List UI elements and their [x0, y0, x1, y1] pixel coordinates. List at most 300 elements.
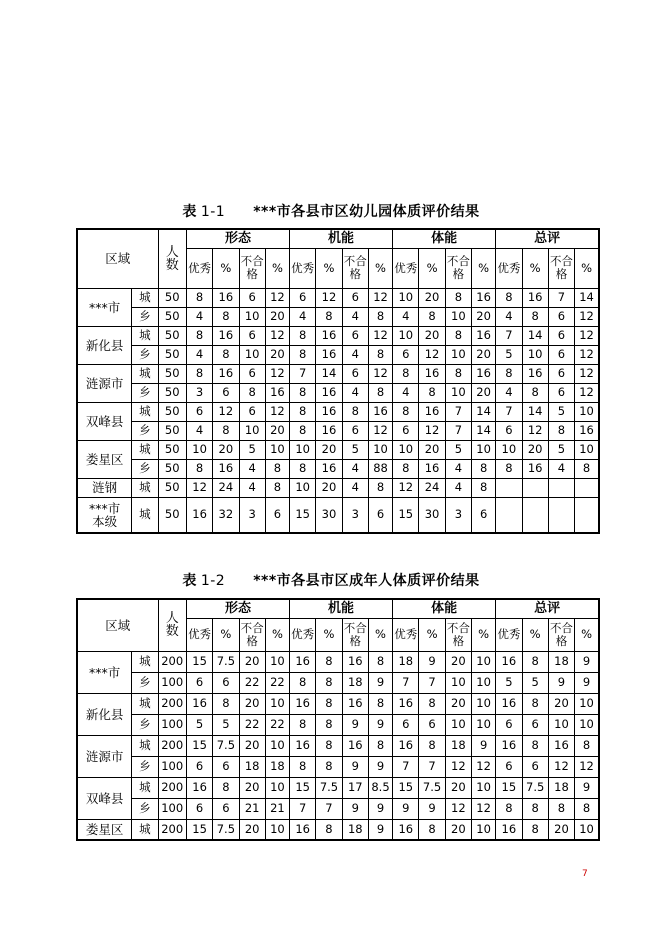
data-cell: 16	[186, 497, 212, 533]
data-cell: 16	[213, 459, 239, 478]
data-cell: 8	[368, 383, 392, 402]
caption-label: 表	[182, 573, 197, 589]
subheader-fail-line1: 不合	[343, 254, 367, 268]
subheader-fail-line2: 格	[246, 633, 258, 648]
subheader-excellent: 优秀	[496, 248, 522, 288]
subheader-fail-line1: 不合	[240, 254, 264, 268]
data-cell: 12	[548, 756, 574, 777]
data-cell: 8	[496, 459, 522, 478]
table-row	[77, 714, 599, 735]
data-cell: 16	[419, 459, 445, 478]
data-cell: 6	[522, 756, 548, 777]
data-cell: 6	[239, 402, 265, 421]
data-cell: 5	[522, 672, 548, 693]
data-cell: 15	[186, 651, 212, 672]
data-cell: 9	[575, 651, 599, 672]
data-cell: 8	[316, 307, 342, 326]
data-cell: 16	[496, 651, 522, 672]
data-cell: 16	[316, 459, 342, 478]
header-group-tineng: 体能	[393, 229, 496, 248]
data-cell: 32	[213, 497, 239, 533]
region-name: 娄星区	[77, 819, 132, 840]
data-cell: 6	[213, 756, 239, 777]
table-row	[77, 459, 599, 478]
data-cell: 12	[445, 798, 471, 819]
data-cell: 8	[575, 459, 599, 478]
data-cell: 8	[472, 478, 496, 497]
data-cell: 12	[368, 326, 392, 345]
area-rural: 乡	[132, 756, 158, 777]
data-cell: 9	[342, 756, 368, 777]
data-cell: 16	[419, 364, 445, 383]
data-cell: 8	[445, 364, 471, 383]
data-cell: 6	[239, 364, 265, 383]
data-cell: 16	[290, 651, 316, 672]
data-cell: 50	[158, 345, 186, 364]
region-name-line2: 本级	[92, 513, 118, 529]
data-cell: 9	[368, 756, 392, 777]
data-cell: 8	[290, 714, 316, 735]
region-name: 双峰县	[77, 402, 132, 440]
data-cell: 16	[342, 693, 368, 714]
data-cell: 8	[419, 819, 445, 840]
data-cell: 8	[548, 421, 574, 440]
data-cell: 6	[548, 364, 574, 383]
data-cell: 20	[472, 345, 496, 364]
data-cell: 12	[575, 345, 599, 364]
subheader-fail-line2: 格	[452, 633, 465, 648]
data-cell: 6	[548, 345, 574, 364]
data-cell: 10	[445, 307, 471, 326]
data-cell: 16	[472, 364, 496, 383]
area-rural: 乡	[132, 672, 158, 693]
data-cell: 8	[316, 819, 342, 840]
header-region: 区域	[77, 599, 158, 651]
data-cell: 5	[496, 345, 522, 364]
data-cell: 8	[393, 364, 419, 383]
data-cell: 20	[548, 693, 574, 714]
table-row	[77, 288, 599, 307]
data-cell: 5	[186, 714, 212, 735]
data-cell: 3	[239, 497, 265, 533]
data-cell: 12	[575, 364, 599, 383]
data-cell: 7.5	[213, 735, 239, 756]
subheader-percent: %	[368, 618, 392, 651]
data-cell: 9	[368, 714, 392, 735]
subheader-excellent: 优秀	[186, 248, 212, 288]
data-cell: 5	[342, 440, 368, 459]
table-row	[77, 402, 599, 421]
data-cell: 4	[393, 383, 419, 402]
data-cell: 8	[316, 756, 342, 777]
data-cell: 100	[158, 798, 186, 819]
data-cell: 7	[290, 798, 316, 819]
subheader-percent: %	[213, 248, 239, 288]
data-cell: 16	[342, 651, 368, 672]
data-cell: 12	[575, 307, 599, 326]
data-cell: 50	[158, 440, 186, 459]
data-cell: 10	[445, 345, 471, 364]
data-cell: 8	[342, 402, 368, 421]
data-cell: 20	[239, 651, 265, 672]
data-cell: 16	[213, 364, 239, 383]
area-rural: 乡	[132, 383, 158, 402]
data-cell: 12	[265, 326, 289, 345]
data-cell: 12	[393, 478, 419, 497]
data-cell: 10	[445, 672, 471, 693]
subheader-percent: %	[213, 618, 239, 651]
data-cell: 6	[186, 798, 212, 819]
data-cell: 10	[265, 777, 289, 798]
data-cell: 9	[368, 672, 392, 693]
region-name: 新化县	[77, 693, 132, 735]
data-cell: 18	[239, 756, 265, 777]
data-cell: 7.5	[316, 777, 342, 798]
data-cell: 9	[575, 672, 599, 693]
subheader-percent: %	[316, 248, 342, 288]
data-cell: 6	[419, 714, 445, 735]
data-cell: 8	[419, 307, 445, 326]
data-cell: 50	[158, 288, 186, 307]
data-cell: 8	[316, 693, 342, 714]
header-count: 人 数	[158, 229, 186, 288]
data-cell: 6	[548, 326, 574, 345]
data-cell: 12	[265, 364, 289, 383]
data-cell: 4	[548, 459, 574, 478]
data-cell: 8	[419, 735, 445, 756]
data-cell: 6	[393, 345, 419, 364]
subheader-percent: %	[472, 248, 496, 288]
data-cell: 8	[290, 672, 316, 693]
data-cell: 8.5	[368, 777, 392, 798]
data-cell: 200	[158, 819, 186, 840]
data-cell: 10	[265, 735, 289, 756]
data-cell: 7	[445, 421, 471, 440]
data-cell: 5	[496, 672, 522, 693]
subheader-excellent: 优秀	[393, 618, 419, 651]
data-cell: 6	[496, 421, 522, 440]
data-cell: 6	[342, 326, 368, 345]
data-cell: 12	[368, 364, 392, 383]
data-cell: 12	[316, 288, 342, 307]
data-cell: 4	[186, 307, 212, 326]
data-cell: 15	[393, 497, 419, 533]
data-cell: 4	[342, 459, 368, 478]
header-group-zongping: 总评	[496, 599, 599, 618]
data-cell: 9	[393, 798, 419, 819]
data-cell: 18	[342, 672, 368, 693]
table-row	[77, 651, 599, 672]
data-cell: 8	[393, 402, 419, 421]
data-cell: 8	[290, 326, 316, 345]
data-cell	[575, 478, 599, 497]
data-cell: 8	[213, 307, 239, 326]
area-rural: 乡	[132, 798, 158, 819]
area-city: 城	[132, 478, 158, 497]
data-cell: 8	[368, 735, 392, 756]
table1-caption	[0, 201, 662, 221]
region-name: ***市	[77, 288, 132, 326]
data-cell: 100	[158, 756, 186, 777]
data-cell: 9	[368, 819, 392, 840]
data-cell: 16	[186, 777, 212, 798]
data-cell: 20	[239, 777, 265, 798]
data-cell: 10	[575, 440, 599, 459]
data-cell: 4	[186, 421, 212, 440]
data-cell: 20	[213, 440, 239, 459]
data-cell: 14	[316, 364, 342, 383]
data-cell: 10	[368, 440, 392, 459]
data-cell: 9	[342, 798, 368, 819]
data-cell: 20	[419, 326, 445, 345]
data-cell: 20	[472, 383, 496, 402]
header-group-zongping: 总评	[496, 229, 599, 248]
data-cell	[548, 497, 574, 533]
subheader-fail-line2: 格	[246, 267, 258, 281]
table-row	[77, 497, 599, 533]
subheader-fail	[548, 248, 574, 288]
data-cell: 9	[419, 651, 445, 672]
data-cell: 10	[472, 672, 496, 693]
data-cell: 8	[445, 288, 471, 307]
data-cell: 4	[445, 478, 471, 497]
subheader-fail	[342, 248, 368, 288]
data-cell: 4	[342, 478, 368, 497]
subheader-fail	[548, 618, 574, 651]
data-cell: 15	[290, 777, 316, 798]
data-cell: 16	[290, 819, 316, 840]
data-cell: 6	[290, 288, 316, 307]
subheader-excellent: 优秀	[393, 248, 419, 288]
data-cell: 50	[158, 497, 186, 533]
region-name: ***市	[77, 651, 132, 693]
subheader-percent: %	[472, 618, 496, 651]
table-row	[77, 478, 599, 497]
data-cell: 8	[316, 651, 342, 672]
data-cell: 8	[316, 735, 342, 756]
subheader-fail-line1: 不合	[549, 620, 573, 635]
header-group-xingtai: 形态	[186, 599, 289, 618]
data-cell: 6	[186, 756, 212, 777]
data-cell: 20	[265, 421, 289, 440]
data-cell: 8	[575, 798, 599, 819]
header-count: 人 数	[158, 599, 186, 651]
data-cell: 10	[239, 307, 265, 326]
page-number: 7	[582, 869, 588, 879]
data-cell: 8	[368, 307, 392, 326]
data-cell: 5	[548, 440, 574, 459]
data-cell: 12	[575, 756, 599, 777]
table-row	[77, 672, 599, 693]
data-cell: 15	[186, 735, 212, 756]
data-cell: 12	[186, 478, 212, 497]
data-cell: 15	[393, 777, 419, 798]
data-cell: 4	[239, 478, 265, 497]
area-rural: 乡	[132, 714, 158, 735]
data-cell: 9	[342, 714, 368, 735]
data-cell: 9	[575, 777, 599, 798]
data-cell: 6	[522, 714, 548, 735]
data-cell: 9	[419, 798, 445, 819]
data-cell: 20	[419, 440, 445, 459]
subheader-percent: %	[316, 618, 342, 651]
data-cell: 16	[419, 402, 445, 421]
data-cell: 16	[316, 421, 342, 440]
subheader-fail-line2: 格	[349, 267, 361, 281]
data-cell: 24	[419, 478, 445, 497]
area-city: 城	[132, 288, 158, 307]
data-cell: 14	[522, 402, 548, 421]
data-cell: 8	[290, 402, 316, 421]
region-name: 新化县	[77, 326, 132, 364]
data-cell: 10	[265, 651, 289, 672]
caption-title: ***市各县市区幼儿园体质评价结果	[253, 204, 480, 220]
header-group-tineng: 体能	[393, 599, 496, 618]
subheader-fail	[239, 248, 265, 288]
subheader-fail	[445, 248, 471, 288]
area-city: 城	[132, 364, 158, 383]
subheader-fail-line1: 不合	[240, 620, 264, 635]
data-cell: 20	[239, 735, 265, 756]
data-cell: 8	[368, 345, 392, 364]
data-cell: 20	[239, 819, 265, 840]
data-cell: 9	[548, 672, 574, 693]
data-cell: 16	[393, 819, 419, 840]
data-cell: 10	[575, 714, 599, 735]
data-cell: 16	[575, 421, 599, 440]
data-cell: 20	[265, 345, 289, 364]
data-cell: 4	[496, 383, 522, 402]
data-cell: 18	[342, 819, 368, 840]
data-cell: 6	[265, 497, 289, 533]
data-cell	[548, 478, 574, 497]
data-cell: 16	[316, 402, 342, 421]
data-cell: 4	[445, 459, 471, 478]
data-cell: 8	[522, 798, 548, 819]
data-cell: 22	[265, 672, 289, 693]
region-name: 涟钢	[77, 478, 132, 497]
data-cell: 6	[342, 421, 368, 440]
data-cell: 12	[265, 402, 289, 421]
subheader-percent: %	[522, 618, 548, 651]
data-cell: 7.5	[522, 777, 548, 798]
header-group-jineng: 机能	[290, 229, 393, 248]
data-cell: 10	[265, 693, 289, 714]
data-cell: 8	[368, 651, 392, 672]
subheader-fail-line2: 格	[349, 633, 361, 648]
data-cell: 8	[522, 651, 548, 672]
data-cell: 15	[186, 819, 212, 840]
data-cell: 7	[316, 798, 342, 819]
data-cell: 16	[290, 735, 316, 756]
data-cell: 6	[239, 288, 265, 307]
data-cell: 12	[368, 288, 392, 307]
data-cell: 6	[186, 402, 212, 421]
data-cell: 5	[445, 440, 471, 459]
data-cell: 8	[522, 307, 548, 326]
data-cell: 7	[496, 326, 522, 345]
data-cell: 7.5	[419, 777, 445, 798]
data-cell: 8	[290, 383, 316, 402]
data-cell: 8	[186, 364, 212, 383]
data-cell: 8	[213, 777, 239, 798]
data-cell: 200	[158, 777, 186, 798]
data-cell: 12	[445, 756, 471, 777]
data-cell: 18	[445, 735, 471, 756]
area-city: 城	[132, 651, 158, 672]
data-cell: 16	[213, 326, 239, 345]
area-rural: 乡	[132, 307, 158, 326]
data-cell: 50	[158, 383, 186, 402]
data-cell: 10	[290, 478, 316, 497]
table2-caption	[0, 570, 662, 590]
data-cell: 10	[445, 714, 471, 735]
subheader-percent: %	[575, 248, 599, 288]
data-cell: 8	[419, 383, 445, 402]
subheader-excellent: 优秀	[186, 618, 212, 651]
data-cell: 10	[393, 440, 419, 459]
area-rural: 乡	[132, 421, 158, 440]
data-cell: 10	[239, 421, 265, 440]
data-cell: 30	[316, 497, 342, 533]
data-cell: 17	[342, 777, 368, 798]
data-cell: 12	[265, 288, 289, 307]
data-cell: 16	[186, 693, 212, 714]
data-cell: 50	[158, 421, 186, 440]
subheader-excellent: 优秀	[290, 248, 316, 288]
subheader-percent: %	[419, 248, 445, 288]
data-cell: 8	[419, 693, 445, 714]
data-cell: 10	[186, 440, 212, 459]
subheader-percent: %	[575, 618, 599, 651]
data-cell: 8	[239, 383, 265, 402]
data-cell: 50	[158, 326, 186, 345]
data-cell: 14	[522, 326, 548, 345]
data-cell: 8	[213, 421, 239, 440]
data-cell: 8	[316, 672, 342, 693]
data-cell: 22	[239, 714, 265, 735]
data-cell: 20	[239, 693, 265, 714]
data-cell: 8	[522, 693, 548, 714]
caption-title: ***市各县市区成年人体质评价结果	[253, 573, 480, 589]
subheader-percent: %	[522, 248, 548, 288]
data-cell: 16	[213, 288, 239, 307]
area-city: 城	[132, 326, 158, 345]
data-cell: 10	[265, 819, 289, 840]
region-name: 娄星区	[77, 440, 132, 478]
data-cell: 8	[316, 714, 342, 735]
area-city: 城	[132, 735, 158, 756]
data-cell: 4	[342, 345, 368, 364]
data-cell: 8	[548, 798, 574, 819]
subheader-fail	[342, 618, 368, 651]
data-cell: 10	[393, 288, 419, 307]
table-row	[77, 756, 599, 777]
data-cell: 5	[548, 402, 574, 421]
data-cell: 16	[496, 735, 522, 756]
subheader-excellent: 优秀	[290, 618, 316, 651]
data-cell: 200	[158, 651, 186, 672]
data-cell: 14	[472, 402, 496, 421]
data-cell: 20	[445, 693, 471, 714]
data-cell: 22	[265, 714, 289, 735]
data-cell: 50	[158, 402, 186, 421]
data-cell: 8	[368, 693, 392, 714]
data-cell: 9	[368, 798, 392, 819]
data-cell: 6	[548, 383, 574, 402]
data-cell: 10	[522, 345, 548, 364]
data-cell: 7.5	[213, 651, 239, 672]
